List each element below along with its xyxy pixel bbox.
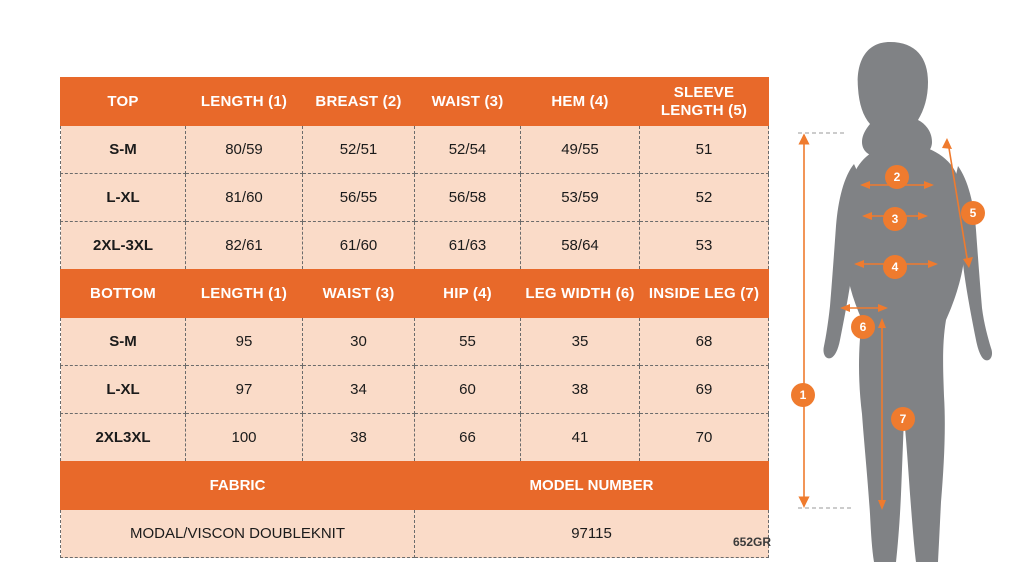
row-label: S-M: [61, 126, 186, 174]
cell-value: 60: [415, 366, 521, 414]
callout-3: 3: [884, 208, 906, 230]
callout-6: 6: [852, 316, 874, 338]
measurement-figure: [780, 20, 1024, 565]
cell-value: 34: [303, 366, 415, 414]
row-label: L-XL: [61, 366, 186, 414]
cell-value: 30: [303, 318, 415, 366]
cell-value: 100: [186, 414, 303, 462]
cell-value: 52/51: [303, 126, 415, 174]
top-header-cell-5: SLEEVE LENGTH (5): [640, 78, 769, 126]
cell-value: 52: [640, 174, 769, 222]
top-header-cell-2: BREAST (2): [303, 78, 415, 126]
table-row: [61, 126, 769, 174]
top-header-cell-3: WAIST (3): [415, 78, 521, 126]
cell-value: 95: [186, 318, 303, 366]
cell-value: 70: [640, 414, 769, 462]
fabric-value: MODAL/VISCON DOUBLEKNIT: [61, 510, 415, 558]
cell-value: 53: [640, 222, 769, 270]
cell-value: 38: [303, 414, 415, 462]
table-row: [61, 174, 769, 222]
cell-value: 61/63: [415, 222, 521, 270]
top-header-cell-1: LENGTH (1): [186, 78, 303, 126]
cell-value: 56/55: [303, 174, 415, 222]
cell-value: 61/60: [303, 222, 415, 270]
top-header-cell-4: HEM (4): [521, 78, 640, 126]
document-code: 652GR: [733, 535, 772, 549]
callout-5: 5: [962, 202, 984, 224]
cell-value: 49/55: [521, 126, 640, 174]
row-label: L-XL: [61, 174, 186, 222]
fabric-label: FABRIC: [61, 462, 415, 510]
table-row: [61, 222, 769, 270]
row-label: S-M: [61, 318, 186, 366]
cell-value: 97: [186, 366, 303, 414]
top-header-row: [61, 78, 769, 126]
bottom-header-cell-4: LEG WIDTH (6): [521, 270, 640, 318]
bottom-header-cell-3: HIP (4): [415, 270, 521, 318]
cell-value: 82/61: [186, 222, 303, 270]
bottom-header-cell-1: LENGTH (1): [186, 270, 303, 318]
cell-value: 55: [415, 318, 521, 366]
cell-value: 58/64: [521, 222, 640, 270]
table-row: [61, 414, 769, 462]
cell-value: 81/60: [186, 174, 303, 222]
row-label: 2XL3XL: [61, 414, 186, 462]
row-label: 2XL-3XL: [61, 222, 186, 270]
measurement-arrows: [780, 20, 1024, 565]
cell-value: 41: [521, 414, 640, 462]
cell-value: 80/59: [186, 126, 303, 174]
table-row: [61, 366, 769, 414]
footer-value-row: [61, 510, 769, 558]
bottom-header-row: [61, 270, 769, 318]
cell-value: 38: [521, 366, 640, 414]
callout-7: 7: [892, 408, 914, 430]
table-row: [61, 318, 769, 366]
cell-value: 56/58: [415, 174, 521, 222]
size-chart-table: [60, 77, 772, 558]
cell-value: 53/59: [521, 174, 640, 222]
callout-4: 4: [884, 256, 906, 278]
cell-value: 69: [640, 366, 769, 414]
bottom-header-cell-2: WAIST (3): [303, 270, 415, 318]
bottom-header-cell-5: INSIDE LEG (7): [640, 270, 769, 318]
cell-value: 51: [640, 126, 769, 174]
cell-value: 66: [415, 414, 521, 462]
cell-value: 68: [640, 318, 769, 366]
bottom-header-cell-0: BOTTOM: [61, 270, 186, 318]
model-number-label: MODEL NUMBER: [415, 462, 769, 510]
callout-2: 2: [886, 166, 908, 188]
cell-value: 52/54: [415, 126, 521, 174]
footer-header-row: [61, 462, 769, 510]
top-header-cell-0: TOP: [61, 78, 186, 126]
model-number-value: 97115: [415, 510, 769, 558]
cell-value: 35: [521, 318, 640, 366]
callout-1: 1: [792, 384, 814, 406]
